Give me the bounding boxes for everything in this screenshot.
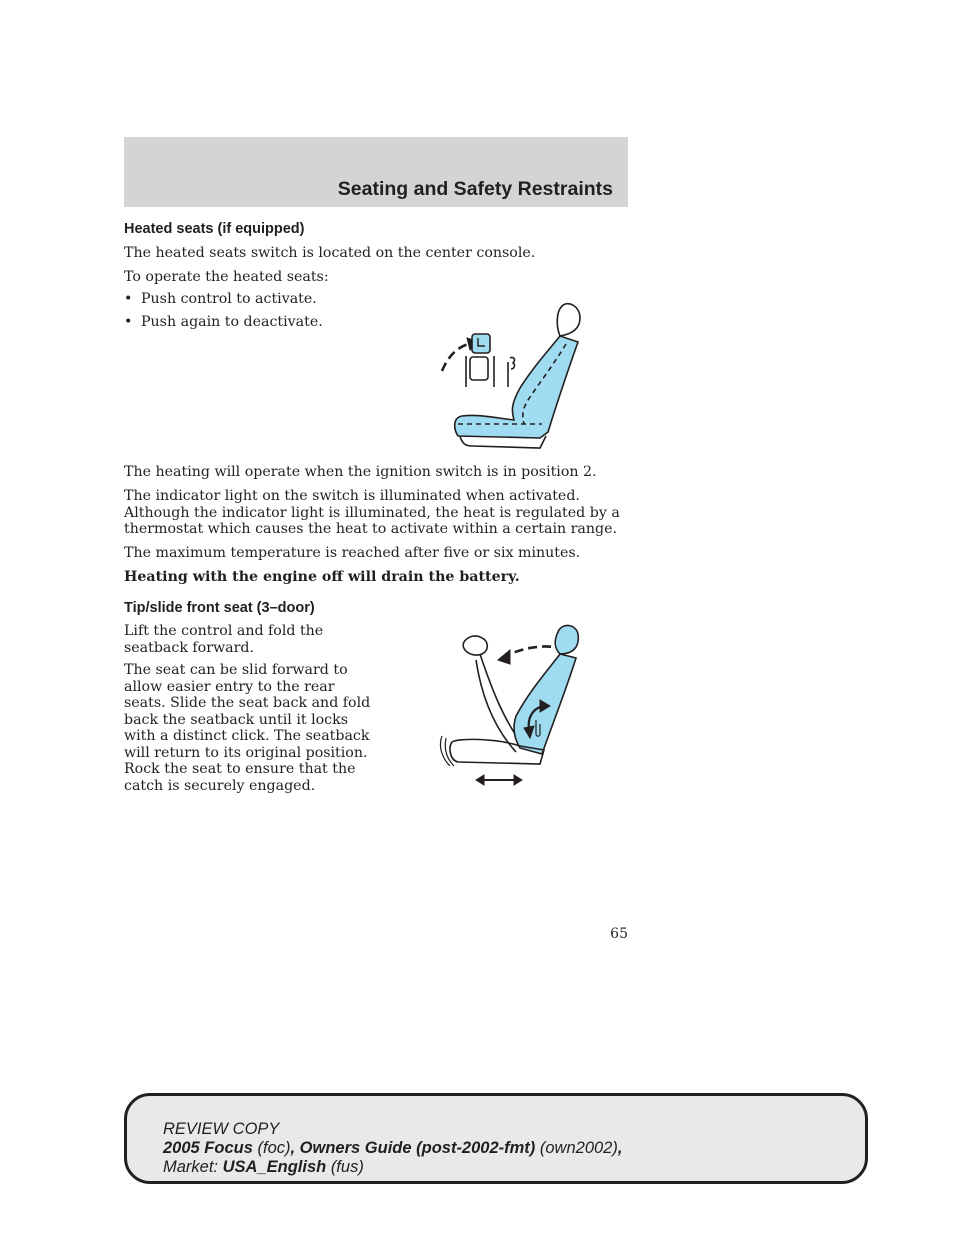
footer-line-3: [163, 1158, 622, 1177]
tip-slide-heading: Tip/slide front seat (3–door): [124, 600, 315, 616]
tip-slide-paragraph-2: The seat can be slid forward to allow easier entry to the rear seats. Slide the seat back and fold back the seatback until it locks with a distinct click. The seatback will return to its original position. Rock the seat to ensure that the catch is securely engaged.: [124, 662, 371, 794]
heated-seats-paragraph-4: The indicator light on the switch is illuminated when activated. Although the indicator light is illuminated, the heat is regulated by a thermostat which causes the heat to activate within a certain range.: [124, 488, 620, 537]
review-copy-footer: [124, 1093, 868, 1184]
footer-line-2: [163, 1139, 622, 1158]
footer-separator: ,: [617, 1139, 623, 1157]
heated-seats-paragraph-2: To operate the heated seats:: [124, 269, 329, 285]
page-number: 65: [610, 926, 628, 942]
bullet-item: [124, 291, 317, 308]
heated-seats-paragraph-3: The heating will operate when the ignition switch is in position 2.: [124, 464, 597, 480]
footer-model: 2005 Focus: [163, 1139, 253, 1157]
bullet-dot: •: [124, 314, 133, 330]
tip-slide-paragraph-1: Lift the control and fold the seatback forward.: [124, 623, 324, 656]
footer-model-code: (foc): [257, 1139, 291, 1157]
bullet-text: Push again to deactivate.: [141, 314, 323, 330]
footer-market-label: Market:: [163, 1158, 219, 1176]
footer-guide: Owners Guide (post-2002-fmt): [299, 1139, 536, 1157]
heated-seats-paragraph-5: The maximum temperature is reached after five or six minutes.: [124, 545, 581, 561]
footer-market-code: (fus): [330, 1158, 364, 1176]
footer-line-1: REVIEW COPY: [163, 1120, 280, 1138]
bullet-item: [124, 314, 323, 331]
heated-seats-paragraph-1: The heated seats switch is located on the center console.: [124, 245, 536, 261]
footer-market: USA_English: [222, 1158, 327, 1176]
bullet-text: Push control to activate.: [141, 291, 317, 307]
section-header-band: [124, 137, 628, 207]
footer-text: [163, 1120, 622, 1177]
footer-separator: ,: [290, 1139, 296, 1157]
bullet-dot: •: [124, 291, 133, 307]
tip-slide-seat-icon: [436, 620, 586, 790]
heated-seat-switch-icon: [436, 296, 586, 456]
section-title: Seating and Safety Restraints: [337, 178, 613, 200]
heated-seats-heading: Heated seats (if equipped): [124, 221, 305, 237]
battery-warning: Heating with the engine off will drain the battery.: [124, 569, 520, 585]
footer-guide-code: (own2002): [539, 1139, 618, 1157]
